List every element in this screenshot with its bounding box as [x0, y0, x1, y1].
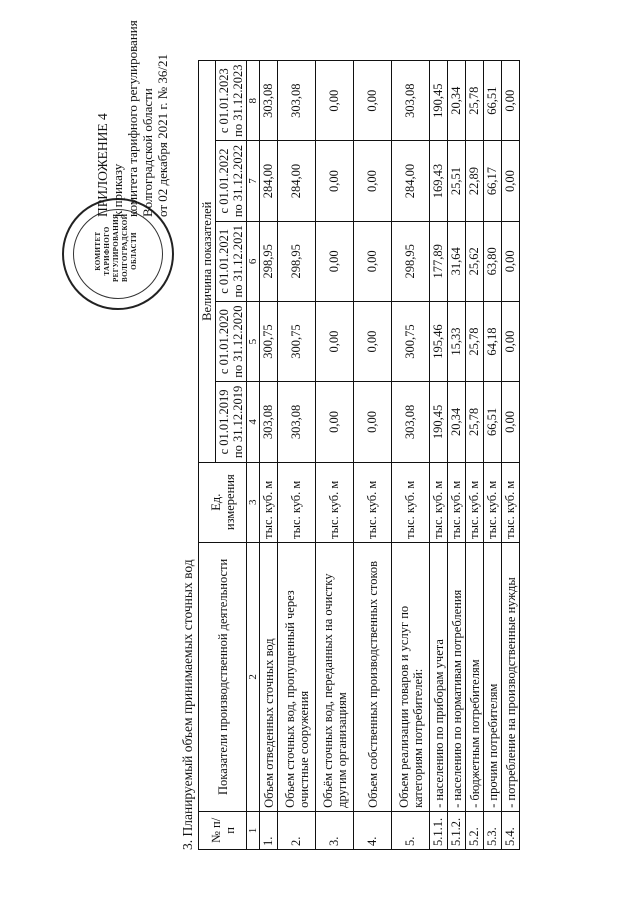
row-value: 284,00 — [392, 141, 430, 221]
row-value: 0,00 — [354, 221, 392, 301]
row-value: 298,95 — [392, 221, 430, 301]
index-cell: 2 — [247, 542, 260, 811]
row-value: 0,00 — [316, 301, 354, 381]
sewage-volume-table — [198, 60, 520, 850]
row-value: 284,00 — [260, 141, 278, 221]
table-body — [260, 61, 520, 850]
row-value: 64,18 — [484, 301, 502, 381]
row-value: 31,64 — [448, 221, 466, 301]
appendix-header — [95, 5, 170, 265]
row-indicator-name: - населению по приборам учета — [430, 542, 448, 811]
row-value: 0,00 — [354, 301, 392, 381]
row-value: 25,78 — [466, 301, 484, 381]
header-name: Показатели производственной деятельности — [199, 542, 247, 811]
row-value: 0,00 — [354, 61, 392, 141]
table-row — [502, 61, 520, 850]
section-title: 3. Планируемый объем принимаемых сточных вод — [180, 559, 195, 850]
row-value: 15,33 — [448, 301, 466, 381]
row-value: 0,00 — [502, 141, 520, 221]
row-value: 20,34 — [448, 382, 466, 462]
row-value: 66,51 — [484, 382, 502, 462]
row-value: 0,00 — [502, 221, 520, 301]
row-number: 1. — [260, 811, 278, 849]
row-value: 303,08 — [392, 61, 430, 141]
row-unit: тыс. куб. м — [484, 462, 502, 542]
table-row — [392, 61, 430, 850]
index-cell: 8 — [247, 61, 260, 141]
row-value: 303,08 — [392, 382, 430, 462]
row-value: 0,00 — [502, 382, 520, 462]
row-value: 25,78 — [466, 382, 484, 462]
header-unit: Ед. измерения — [199, 462, 247, 542]
table-row — [278, 61, 316, 850]
row-value: 177,89 — [430, 221, 448, 301]
header-period: с 01.01.2020 по 31.12.2020 — [216, 301, 247, 381]
appendix-line: Волгоградской области — [140, 88, 155, 217]
row-number: 5.1.1. — [430, 811, 448, 849]
row-value: 298,95 — [278, 221, 316, 301]
row-unit: тыс. куб. м — [316, 462, 354, 542]
row-number: 5. — [392, 811, 430, 849]
row-value: 298,95 — [260, 221, 278, 301]
row-indicator-name: - населению по нормативам потребления — [448, 542, 466, 811]
row-number: 3. — [316, 811, 354, 849]
row-unit: тыс. куб. м — [260, 462, 278, 542]
row-value: 195,46 — [430, 301, 448, 381]
row-number: 2. — [278, 811, 316, 849]
stamp-text: ТАРИФНОГО — [103, 226, 111, 276]
row-value: 0,00 — [316, 61, 354, 141]
row-value: 300,75 — [278, 301, 316, 381]
appendix-title: ПРИЛОЖЕНИЕ 4 — [95, 113, 110, 217]
index-row — [247, 61, 260, 850]
row-value: 190,45 — [430, 61, 448, 141]
row-value: 0,00 — [502, 301, 520, 381]
row-indicator-name: - прочим потребителям — [484, 542, 502, 811]
row-indicator-name: - потребление на производственные нужды — [502, 542, 520, 811]
appendix-line: комитета тарифного регулирования — [125, 20, 140, 217]
row-indicator-name: - бюджетным потребителям — [466, 542, 484, 811]
row-number: 5.4. — [502, 811, 520, 849]
row-value: 303,08 — [278, 382, 316, 462]
index-cell: 4 — [247, 382, 260, 462]
row-unit: тыс. куб. м — [502, 462, 520, 542]
header-period: с 01.01.2021 по 31.12.2021 — [216, 221, 247, 301]
row-number: 4. — [354, 811, 392, 849]
header-group: Величина показателей — [199, 61, 216, 463]
row-value: 22,89 — [466, 141, 484, 221]
header-period: с 01.01.2022 по 31.12.2022 — [216, 141, 247, 221]
row-value: 0,00 — [316, 141, 354, 221]
row-value: 25,62 — [466, 221, 484, 301]
stamp-text: РЕГУЛИРОВАНИЯ — [112, 213, 120, 282]
row-unit: тыс. куб. м — [430, 462, 448, 542]
row-value: 303,08 — [260, 61, 278, 141]
stamp-text: ВОЛГОГРАДСКОЙ — [121, 213, 129, 282]
table-row — [430, 61, 448, 850]
row-indicator-name: Объем отведенных сточных вод — [260, 542, 278, 811]
row-value: 0,00 — [502, 61, 520, 141]
row-number: 5.2. — [466, 811, 484, 849]
row-value: 303,08 — [278, 61, 316, 141]
row-value: 284,00 — [278, 141, 316, 221]
row-value: 0,00 — [316, 382, 354, 462]
appendix-line: от 02 декабря 2021 г. № 36/21 — [155, 53, 170, 217]
row-value: 66,17 — [484, 141, 502, 221]
table-row — [316, 61, 354, 850]
row-indicator-name: Объем реализации товаров и услуг по категориям потребителей: — [392, 542, 430, 811]
row-indicator-name: Объем сточных вод, пропущенный через очистные сооружения — [278, 542, 316, 811]
header-num: № п/п — [199, 811, 247, 849]
row-value: 66,51 — [484, 61, 502, 141]
table-row — [354, 61, 392, 850]
table-row — [448, 61, 466, 850]
row-indicator-name: Объём сточных вод, переданных на очистку другим организациям — [316, 542, 354, 811]
row-unit: тыс. куб. м — [448, 462, 466, 542]
row-indicator-name: Объем собственных производственных стоков — [354, 542, 392, 811]
row-value: 20,34 — [448, 61, 466, 141]
index-cell: 6 — [247, 221, 260, 301]
row-value: 63,80 — [484, 221, 502, 301]
row-value: 0,00 — [316, 221, 354, 301]
index-cell: 3 — [247, 462, 260, 542]
header-row — [199, 61, 216, 850]
row-value: 0,00 — [354, 141, 392, 221]
header-period: с 01.01.2023 по 31.12.2023 — [216, 61, 247, 141]
row-unit: тыс. куб. м — [466, 462, 484, 542]
row-unit: тыс. куб. м — [354, 462, 392, 542]
row-unit: тыс. куб. м — [392, 462, 430, 542]
row-value: 300,75 — [260, 301, 278, 381]
table-row — [466, 61, 484, 850]
stamp-text: ОБЛАСТИ — [130, 232, 138, 270]
row-value: 300,75 — [392, 301, 430, 381]
row-value: 25,78 — [466, 61, 484, 141]
row-value: 190,45 — [430, 382, 448, 462]
row-value: 303,08 — [260, 382, 278, 462]
row-value: 25,51 — [448, 141, 466, 221]
row-value: 169,43 — [430, 141, 448, 221]
stamp-text: КОМИТЕТ — [94, 231, 102, 271]
index-cell: 5 — [247, 301, 260, 381]
header-period: с 01.01.2019 по 31.12.2019 — [216, 382, 247, 462]
table-row — [484, 61, 502, 850]
row-number: 5.3. — [484, 811, 502, 849]
row-unit: тыс. куб. м — [278, 462, 316, 542]
row-number: 5.1.2. — [448, 811, 466, 849]
row-value: 0,00 — [354, 382, 392, 462]
appendix-line: к приказу — [110, 163, 125, 217]
index-cell: 7 — [247, 141, 260, 221]
index-cell: 1 — [247, 811, 260, 849]
table-row — [260, 61, 278, 850]
